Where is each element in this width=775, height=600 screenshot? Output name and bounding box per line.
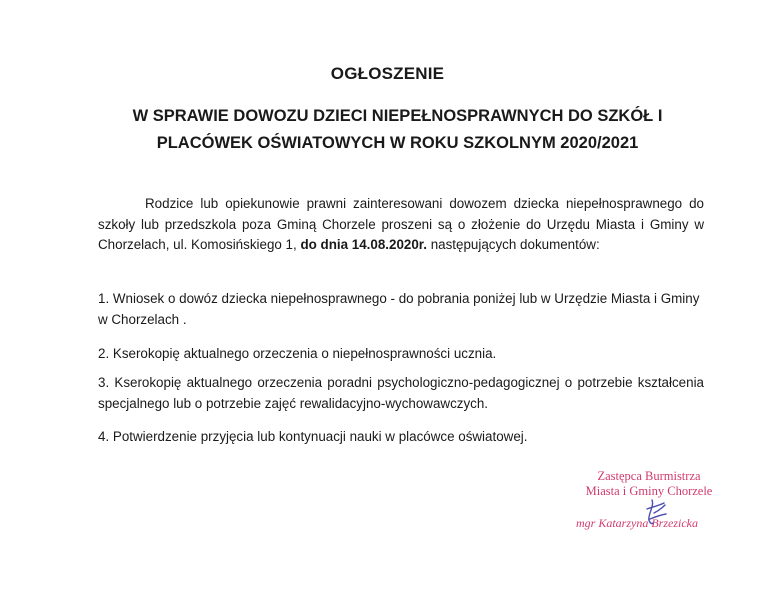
stamp-line-2: Miasta i Gminy Chorzele — [585, 484, 713, 498]
list-item: 4. Potwierdzenie przyjęcia lub kontynuacji nauki w placówce oświatowej. — [98, 429, 528, 444]
document-subtitle — [60, 103, 735, 157]
handwritten-signature — [640, 497, 670, 527]
list-item: 1. Wniosek o dowóz dziecka niepełnosprawnego - do pobrania poniżej lub w Urzędzie Miasta i Gminy w Chorzelach . — [98, 291, 700, 327]
list-item: 3. Kserokopię aktualnego orzeczenia poradni psychologiczno-pedagogicznej o potrzebie kształcenia specjalnego lub o potrzebie zajęć rewalidacyjno-wychowawczych. — [98, 375, 704, 411]
stamp-name: mgr Katarzyna Brzezicka — [576, 516, 698, 530]
intro-text: Rodzice lub opiekunowie prawni zainteresowani dowozem dziecka niepełnosprawnego do szkoły lub przedszkola poza Gminą Chorzele proszeni są o złożenie do Urzędu Miasta i Gminy w Chorzelach, ul. Komosińskiego 1, — [98, 196, 704, 253]
intro-tail: następujących dokumentów: — [427, 237, 600, 253]
intro-paragraph — [98, 194, 704, 256]
deadline-text: do dnia 14.08.2020r. — [300, 237, 427, 253]
official-stamp — [574, 469, 724, 499]
stamp-line-1: Zastępca Burmistrza — [597, 469, 701, 483]
subtitle-line-1: W SPRAWIE DOWOZU DZIECI NIEPEŁNOSPRAWNYCH DO SZKÓŁ I — [132, 107, 663, 125]
subtitle-line-2: PLACÓWEK OŚWIATOWYCH W ROKU SZKOLNYM 2020/2021 — [156, 134, 639, 152]
list-item: 2. Kserokopię aktualnego orzeczenia o niepełnosprawności ucznia. — [98, 346, 497, 361]
document-title: OGŁOSZENIE — [330, 64, 445, 83]
